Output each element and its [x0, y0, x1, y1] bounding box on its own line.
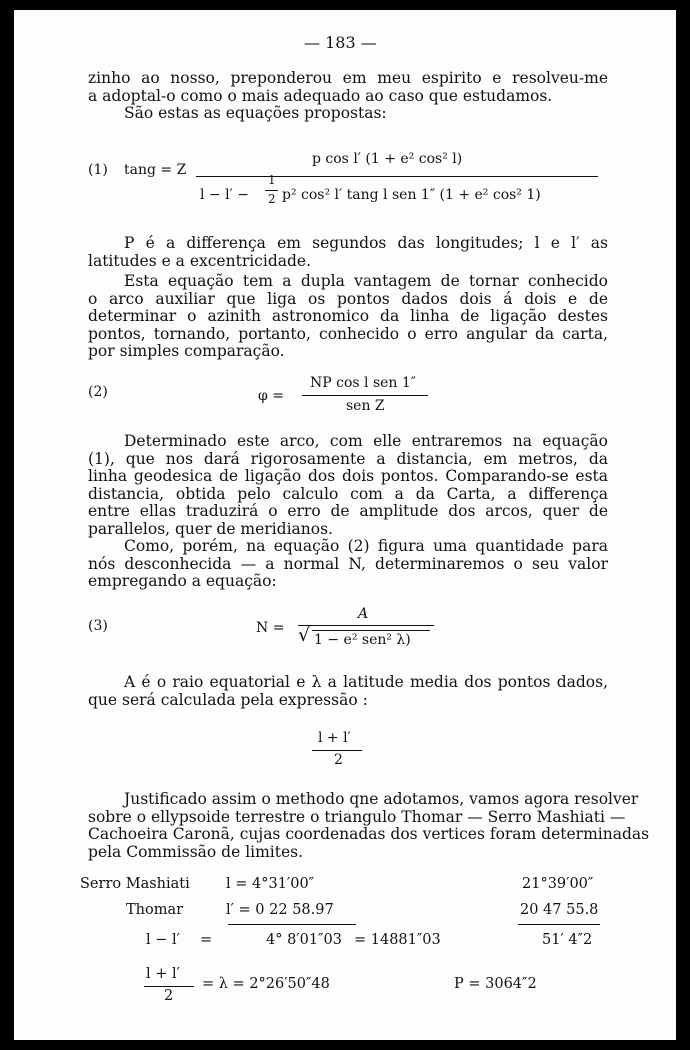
table-row-4-value: = λ = 2°26′50″48: [202, 976, 330, 992]
table-row-4-numerator: l + l′: [146, 966, 180, 982]
paragraph-1: [88, 70, 608, 123]
book-page: [14, 10, 676, 1040]
text-line: Esta equação tem a dupla vantagem de tornar conhecido: [124, 272, 608, 290]
sum-rule-right: [518, 924, 600, 925]
equation-denominator: 1 − e² sen² λ): [314, 632, 411, 648]
text-line: Como, porém, na equação (2) figura uma quantidade para: [124, 537, 608, 555]
paragraph-7: [88, 790, 650, 861]
text-line: nós desconhecida — a normal N, determinaremos o seu valor: [88, 554, 608, 573]
table-row-4-denominator: 2: [164, 988, 174, 1004]
text-line: São estas as equações propostas:: [124, 104, 387, 123]
table-row-3-seconds: = 14881″03: [354, 932, 441, 948]
equation-lhs: N =: [256, 620, 285, 636]
text-line: empregando a equação:: [88, 572, 277, 591]
text-line: Determinado este arco, com elle entraremos na equação: [124, 432, 608, 450]
text-line: por simples comparação.: [88, 342, 285, 361]
equation-label: (1): [88, 162, 108, 178]
text-line: entre ellas traduzirá o erro de amplitude dos arcos, quer de: [88, 502, 608, 521]
equation-denominator: sen Z: [346, 398, 385, 414]
fraction-bar: [312, 750, 362, 751]
text-line: parallelos, quer de meridianos.: [88, 519, 333, 538]
small-fraction-bar: [265, 190, 278, 191]
text-line: o arco auxiliar que liga os pontos dados dois á dois e de: [88, 289, 608, 308]
text-line: pela Commissão de limites.: [88, 842, 304, 861]
table-row-3-eq: =: [200, 932, 213, 948]
text-line: a adoptal-o como o mais adequado ao caso que estudamos.: [88, 86, 553, 105]
text-line: A é o raio equatorial e λ a latitude media dos pontos dados,: [124, 673, 608, 691]
text-line: P é a differença em segundos das longitudes; l e l′ as: [124, 234, 608, 252]
equation-numerator: A: [358, 606, 369, 622]
fraction-bar: [302, 395, 428, 396]
fraction-bar: [298, 625, 434, 626]
table-row-4-fraction-bar: [144, 986, 194, 987]
text-line: pontos, tornando, portanto, conhecido o erro angular da carta,: [88, 324, 608, 343]
radical-bar: [312, 630, 430, 631]
equation-label: (3): [88, 618, 108, 634]
paragraph-6: [88, 674, 608, 709]
page-number: — 183 —: [304, 33, 377, 52]
small-fraction-numerator: 1: [268, 173, 276, 187]
table-row-1-name: Serro Mashiati: [80, 876, 190, 892]
text-line: Justificado assim o methodo qne adotamos, vamos agora resolver: [124, 790, 639, 808]
equation-label: (2): [88, 384, 108, 400]
sum-rule-left: [228, 924, 356, 925]
fraction-bar: [196, 176, 598, 177]
equation-numerator: l + l′: [318, 730, 351, 746]
text-line: linha geodesica de ligação dos dois pontos. Comparando-se esta: [88, 467, 608, 486]
table-row-2-long: 20 47 55.8: [520, 902, 599, 918]
table-row-4-p: P = 3064″2: [454, 976, 537, 992]
text-line: sobre o ellypsoide terrestre o triangulo Thomar — Serro Mashiati —: [88, 807, 626, 826]
equation-lhs: tang = Z: [124, 162, 187, 178]
text-line: que será calculada pela expressão :: [88, 690, 368, 709]
table-row-2-lat: l′ = 0 22 58.97: [226, 902, 334, 918]
equation-denominator-end: p² cos² l′ tang l sen 1″ (1 + e² cos² 1): [282, 187, 541, 203]
table-row-2-name: Thomar: [126, 902, 184, 918]
text-line: Cachoeira Caronã, cujas coordenadas dos vertices foram determinadas: [88, 825, 650, 844]
text-line: (1), que nos dará rigorosamente a distancia, em metros, da: [88, 449, 608, 468]
small-fraction-denominator: 2: [268, 192, 276, 206]
text-line: zinho ao nosso, preponderou em meu espirito e resolveu-me: [88, 69, 608, 87]
table-row-3-long: 51′ 4″2: [542, 932, 593, 948]
table-row-1-lat: l = 4°31′00″: [226, 876, 315, 892]
paragraph-2: [88, 235, 608, 270]
paragraph-4: [88, 433, 608, 539]
table-row-1-long: 21°39′00″: [522, 876, 594, 892]
radical-sign: √: [298, 624, 311, 646]
text-line: determinar o azinith astronomico da linha de ligação destes: [88, 307, 608, 326]
paragraph-5: [88, 538, 608, 591]
equation-lhs: φ =: [258, 388, 284, 404]
table-row-3-lhs: l − l′: [146, 932, 180, 948]
text-line: latitudes e a excentricidade.: [88, 251, 312, 270]
equation-denominator-start: l − l′ −: [200, 187, 249, 203]
equation-numerator: NP cos l sen 1″: [310, 375, 417, 391]
paragraph-3: [88, 273, 608, 361]
text-line: distancia, obtida pelo calculo com a da Carta, a differença: [88, 484, 608, 503]
equation-denominator: 2: [334, 752, 343, 768]
table-row-3-value: 4° 8′01″03: [266, 932, 342, 948]
equation-numerator: p cos l′ (1 + e² cos² l): [312, 151, 463, 167]
